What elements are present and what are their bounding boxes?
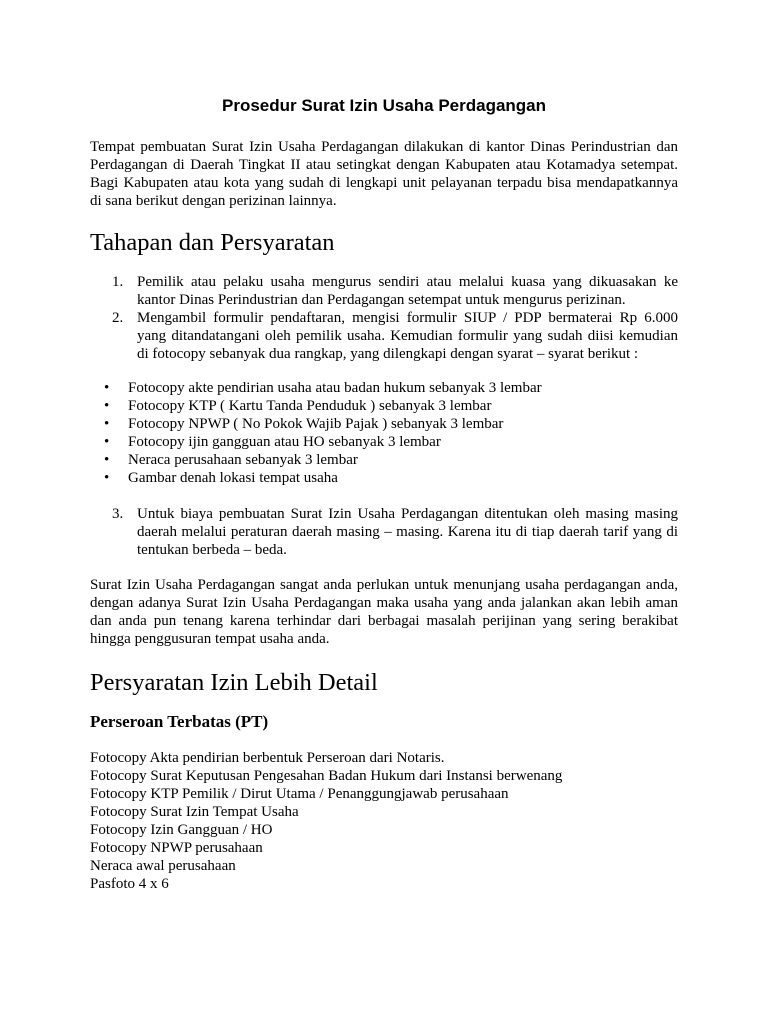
intro-line: di sana berikut dengan perizinan lainnya.	[90, 193, 337, 209]
closing-line: Surat Izin Usaha Perdagangan sangat anda perlukan untuk menunjang usaha perdagangan anda,	[90, 577, 678, 593]
pt-requirement-item: Fotocopy KTP Pemilik / Dirut Utama / Penanggungjawab perusahaan	[90, 786, 509, 802]
bullet-icon: •	[104, 398, 110, 414]
closing-line: dengan adanya Surat Izin Usaha Perdagangan maka usaha yang anda jalankan akan lebih aman	[90, 595, 678, 611]
intro-line: Bagi Kabupaten atau kota yang sudah di lengkapi unit pelayanan terpadu bisa mendapatkannya	[90, 175, 678, 191]
step-line: Pemilik atau pelaku usaha mengurus sendiri atau melalui kuasa yang dikuasakan ke	[137, 274, 678, 290]
closing-line: hingga penggusuran tempat usaha anda.	[90, 631, 330, 647]
step-line: di fotocopy sebanyak dua rangkap, yang dilengkapi dengan syarat – syarat berikut :	[137, 346, 639, 362]
bullet-icon: •	[104, 380, 110, 396]
step-line: tentukan berbeda – beda.	[137, 542, 287, 558]
bullet-icon: •	[104, 470, 110, 486]
step-line: daerah melalui peraturan daerah masing – masing. Karena itu di tiap daerah tarif yang di	[137, 524, 678, 540]
bullet-icon: •	[104, 416, 110, 432]
subheading-pt: Perseroan Terbatas (PT)	[90, 712, 269, 731]
pt-requirement-item: Fotocopy NPWP perusahaan	[90, 840, 263, 856]
bullet-icon: •	[104, 434, 110, 450]
pt-requirement-item: Pasfoto 4 x 6	[90, 876, 169, 892]
pt-requirement-item: Fotocopy Surat Izin Tempat Usaha	[90, 804, 299, 820]
pt-requirement-item: Fotocopy Surat Keputusan Pengesahan Badan Hukum dari Instansi berwenang	[90, 768, 563, 784]
requirement-item: Fotocopy NPWP ( No Pokok Wajib Pajak ) sebanyak 3 lembar	[128, 416, 504, 432]
closing-line: dan anda pun tenang karena terhindar dari berbagai masalah perijinan yang sering berakibat	[90, 613, 678, 629]
pt-requirement-item: Neraca awal perusahaan	[90, 858, 236, 874]
step-line: Untuk biaya pembuatan Surat Izin Usaha Perdagangan ditentukan oleh masing masing	[137, 506, 678, 522]
requirement-item: Gambar denah lokasi tempat usaha	[128, 470, 338, 486]
bullet-icon: •	[104, 452, 110, 468]
requirement-item: Fotocopy ijin gangguan atau HO sebanyak 3 lembar	[128, 434, 441, 450]
pt-requirement-item: Fotocopy Izin Gangguan / HO	[90, 822, 273, 838]
intro-line: Tempat pembuatan Surat Izin Usaha Perdagangan dilakukan di kantor Dinas Perindustrian dan	[90, 139, 678, 155]
step-line: Mengambil formulir pendaftaran, mengisi formulir SIUP / PDP bermaterai Rp 6.000	[137, 310, 678, 326]
document-title: Prosedur Surat Izin Usaha Perdagangan	[221, 96, 547, 115]
step-number: 2.	[112, 310, 124, 326]
intro-line: Perdagangan di Daerah Tingkat II atau setingkat dengan Kabupaten atau Kotamadya setempat.	[90, 157, 678, 173]
requirement-item: Fotocopy akte pendirian usaha atau badan hukum sebanyak 3 lembar	[128, 380, 542, 396]
step-number: 3.	[112, 506, 124, 522]
section-heading-detail: Persyaratan Izin Lebih Detail	[90, 669, 378, 696]
step-line: yang ditandatangani oleh pemilik usaha. Kemudian formulir yang sudah diisi kemudian	[137, 328, 678, 344]
step-number: 1.	[112, 274, 124, 290]
requirement-item: Neraca perusahaan sebanyak 3 lembar	[128, 452, 358, 468]
step-line: kantor Dinas Perindustrian dan Perdagangan setempat untuk mengurus perizinan.	[137, 292, 626, 308]
section-heading-tahapan: Tahapan dan Persyaratan	[90, 229, 335, 256]
requirement-item: Fotocopy KTP ( Kartu Tanda Penduduk ) sebanyak 3 lembar	[128, 398, 492, 414]
pt-requirement-item: Fotocopy Akta pendirian berbentuk Perseroan dari Notaris.	[90, 750, 445, 766]
